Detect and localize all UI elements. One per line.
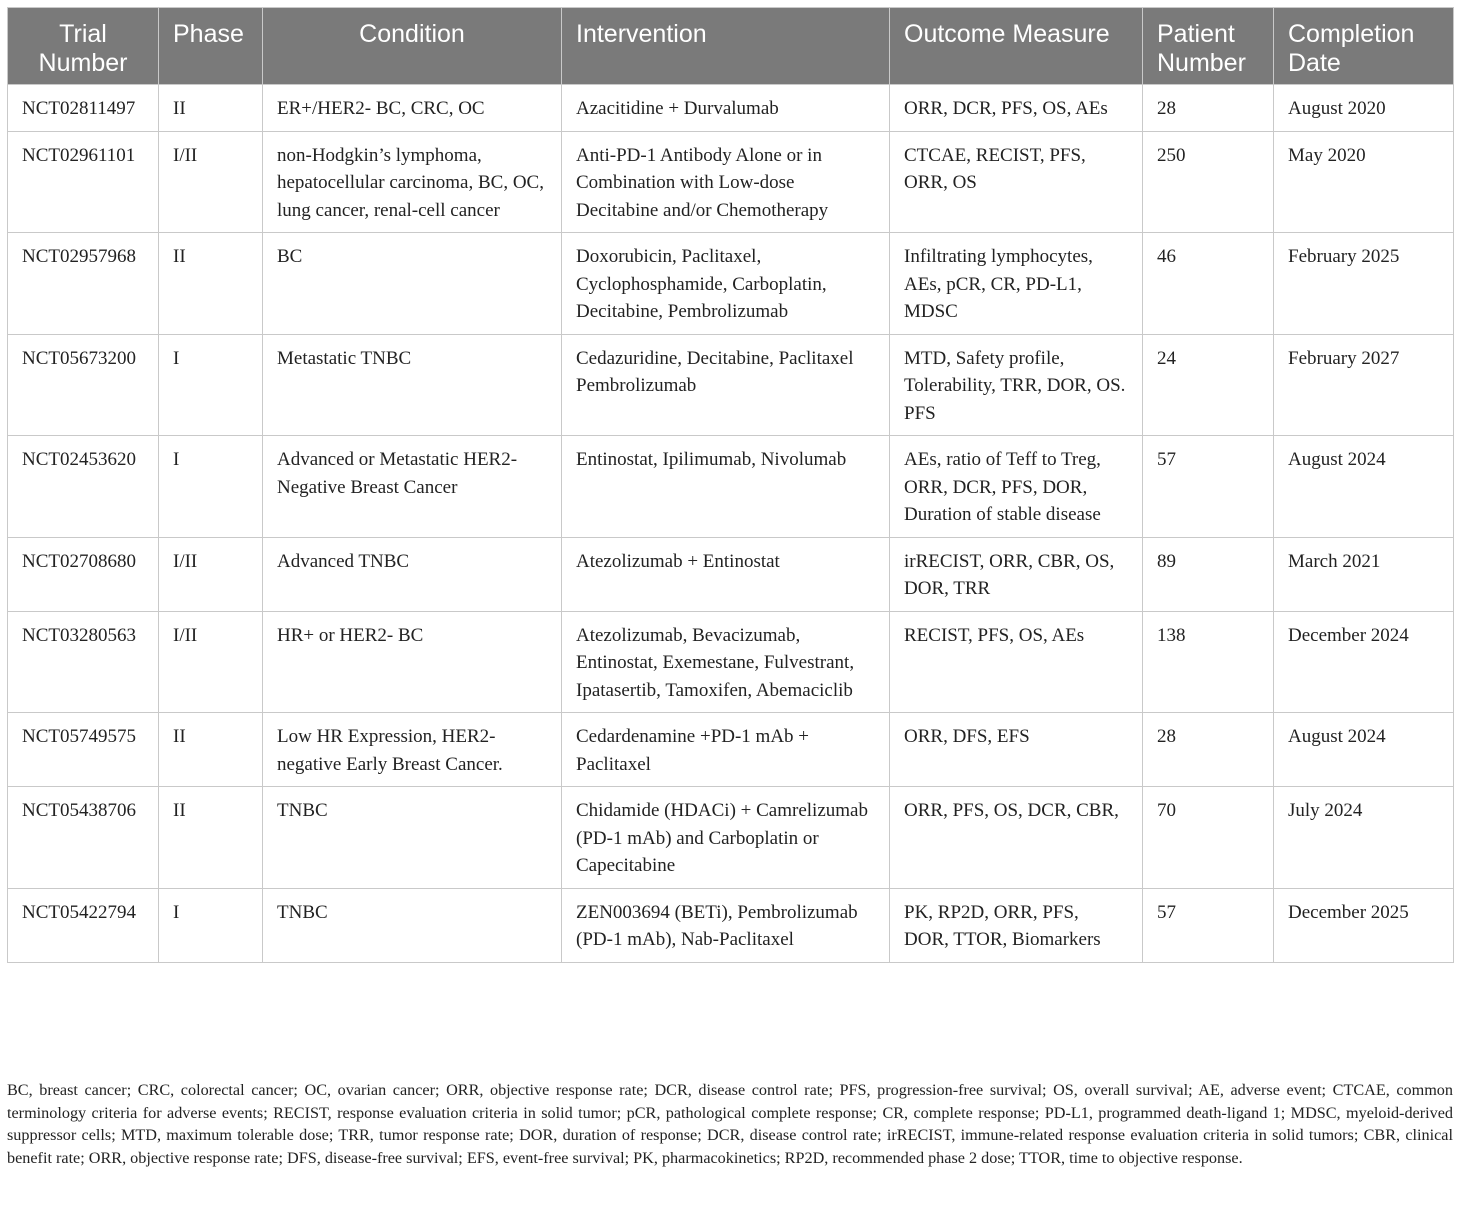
- trials-table-container: [7, 7, 1453, 963]
- intervention-cell: Entinostat, Ipilimumab, Nivolumab: [562, 436, 890, 538]
- completion-date-cell: August 2024: [1274, 436, 1454, 538]
- header-condition: Condition: [263, 8, 562, 85]
- clinical-trials-table: [7, 7, 1454, 963]
- table-row: [8, 233, 1454, 335]
- trial-number-cell: NCT03280563: [8, 611, 159, 713]
- condition-cell: BC: [263, 233, 562, 335]
- phase-cell: I/II: [159, 131, 263, 233]
- table-row: [8, 787, 1454, 889]
- intervention-cell: Chidamide (HDACi) + Camrelizumab (PD-1 mAb) and Carboplatin or Capecitabine: [562, 787, 890, 889]
- completion-date-cell: August 2020: [1274, 85, 1454, 132]
- outcome-measure-cell: ORR, PFS, OS, DCR, CBR,: [890, 787, 1143, 889]
- phase-cell: I: [159, 436, 263, 538]
- patient-number-cell: 28: [1143, 713, 1274, 787]
- intervention-cell: Atezolizumab, Bevacizumab, Entinostat, Exemestane, Fulvestrant, Ipatasertib, Tamoxifen, Abemaciclib: [562, 611, 890, 713]
- trial-number-cell: NCT05673200: [8, 334, 159, 436]
- table-row: [8, 537, 1454, 611]
- condition-cell: TNBC: [263, 888, 562, 962]
- trial-number-cell: NCT02708680: [8, 537, 159, 611]
- trial-number-cell: NCT02961101: [8, 131, 159, 233]
- completion-date-cell: February 2027: [1274, 334, 1454, 436]
- table-header: [8, 8, 1454, 85]
- completion-date-cell: March 2021: [1274, 537, 1454, 611]
- condition-cell: Metastatic TNBC: [263, 334, 562, 436]
- patient-number-cell: 24: [1143, 334, 1274, 436]
- outcome-measure-cell: PK, RP2D, ORR, PFS, DOR, TTOR, Biomarkers: [890, 888, 1143, 962]
- trial-number-cell: NCT02453620: [8, 436, 159, 538]
- header-intervention: Intervention: [562, 8, 890, 85]
- phase-cell: I/II: [159, 611, 263, 713]
- outcome-measure-cell: ORR, DFS, EFS: [890, 713, 1143, 787]
- table-body: [8, 85, 1454, 963]
- phase-cell: II: [159, 233, 263, 335]
- phase-cell: I: [159, 888, 263, 962]
- phase-cell: I: [159, 334, 263, 436]
- completion-date-cell: July 2024: [1274, 787, 1454, 889]
- intervention-cell: Atezolizumab + Entinostat: [562, 537, 890, 611]
- intervention-cell: Cedazuridine, Decitabine, Paclitaxel Pembrolizumab: [562, 334, 890, 436]
- trial-number-cell: NCT02957968: [8, 233, 159, 335]
- table-row: [8, 713, 1454, 787]
- condition-cell: HR+ or HER2- BC: [263, 611, 562, 713]
- outcome-measure-cell: MTD, Safety profile, Tolerability, TRR, DOR, OS. PFS: [890, 334, 1143, 436]
- phase-cell: I/II: [159, 537, 263, 611]
- completion-date-cell: December 2024: [1274, 611, 1454, 713]
- outcome-measure-cell: RECIST, PFS, OS, AEs: [890, 611, 1143, 713]
- phase-cell: II: [159, 85, 263, 132]
- trial-number-cell: NCT05438706: [8, 787, 159, 889]
- patient-number-cell: 250: [1143, 131, 1274, 233]
- phase-cell: II: [159, 713, 263, 787]
- intervention-cell: Azacitidine + Durvalumab: [562, 85, 890, 132]
- patient-number-cell: 70: [1143, 787, 1274, 889]
- intervention-cell: Doxorubicin, Paclitaxel, Cyclophosphamide, Carboplatin, Decitabine, Pembrolizumab: [562, 233, 890, 335]
- header-trial-number: Trial Number: [8, 8, 159, 85]
- table-row: [8, 888, 1454, 962]
- intervention-cell: ZEN003694 (BETi), Pembrolizumab (PD-1 mAb), Nab-Paclitaxel: [562, 888, 890, 962]
- intervention-cell: Anti-PD-1 Antibody Alone or in Combination with Low-dose Decitabine and/or Chemotherapy: [562, 131, 890, 233]
- condition-cell: Advanced TNBC: [263, 537, 562, 611]
- header-outcome-measure: Outcome Measure: [890, 8, 1143, 85]
- outcome-measure-cell: ORR, DCR, PFS, OS, AEs: [890, 85, 1143, 132]
- completion-date-cell: February 2025: [1274, 233, 1454, 335]
- table-row: [8, 611, 1454, 713]
- trial-number-cell: NCT05749575: [8, 713, 159, 787]
- completion-date-cell: December 2025: [1274, 888, 1454, 962]
- completion-date-cell: May 2020: [1274, 131, 1454, 233]
- abbreviations-footnote: BC, breast cancer; CRC, colorectal cancer; OC, ovarian cancer; ORR, objective response rate; DCR, disease control rate; PFS, progression-free survival; OS, overall survival; AE, adverse event; CTCAE, common terminology criteria for adverse events; RECIST, response evaluation criteria in solid tumor; pCR, pathological complete response; CR, complete response; PD-L1, programmed death-ligand 1; MDSC, myeloid-derived suppressor cells; MTD, maximum tolerable dose; TRR, tumor response rate; DOR, duration of response; DCR, disease control rate; irRECIST, immune-related response evaluation criteria in solid tumors; CBR, clinical benefit rate; ORR, objective response rate; DFS, disease-free survival; EFS, event-free survival; PK, pharmacokinetics; RP2D, recommended phase 2 dose; TTOR, time to objective response.: [7, 1081, 1453, 1167]
- outcome-measure-cell: Infiltrating lymphocytes, AEs, pCR, CR, PD-L1, MDSC: [890, 233, 1143, 335]
- patient-number-cell: 138: [1143, 611, 1274, 713]
- header-patient-number: Patient Number: [1143, 8, 1274, 85]
- condition-cell: non-Hodgkin’s lymphoma, hepatocellular carcinoma, BC, OC, lung cancer, renal-cell cancer: [263, 131, 562, 233]
- phase-cell: II: [159, 787, 263, 889]
- patient-number-cell: 57: [1143, 436, 1274, 538]
- condition-cell: Advanced or Metastatic HER2-Negative Breast Cancer: [263, 436, 562, 538]
- outcome-measure-cell: irRECIST, ORR, CBR, OS, DOR, TRR: [890, 537, 1143, 611]
- condition-cell: TNBC: [263, 787, 562, 889]
- outcome-measure-cell: AEs, ratio of Teff to Treg, ORR, DCR, PFS, DOR, Duration of stable disease: [890, 436, 1143, 538]
- condition-cell: Low HR Expression, HER2-negative Early Breast Cancer.: [263, 713, 562, 787]
- header-completion-date: Completion Date: [1274, 8, 1454, 85]
- table-row: [8, 85, 1454, 132]
- patient-number-cell: 57: [1143, 888, 1274, 962]
- outcome-measure-cell: CTCAE, RECIST, PFS, ORR, OS: [890, 131, 1143, 233]
- header-row: [8, 8, 1454, 85]
- table-row: [8, 436, 1454, 538]
- intervention-cell: Cedardenamine +PD-1 mAb + Paclitaxel: [562, 713, 890, 787]
- trial-number-cell: NCT02811497: [8, 85, 159, 132]
- patient-number-cell: 28: [1143, 85, 1274, 132]
- table-row: [8, 334, 1454, 436]
- table-row: [8, 131, 1454, 233]
- patient-number-cell: 89: [1143, 537, 1274, 611]
- patient-number-cell: 46: [1143, 233, 1274, 335]
- header-phase: Phase: [159, 8, 263, 85]
- trial-number-cell: NCT05422794: [8, 888, 159, 962]
- condition-cell: ER+/HER2- BC, CRC, OC: [263, 85, 562, 132]
- completion-date-cell: August 2024: [1274, 713, 1454, 787]
